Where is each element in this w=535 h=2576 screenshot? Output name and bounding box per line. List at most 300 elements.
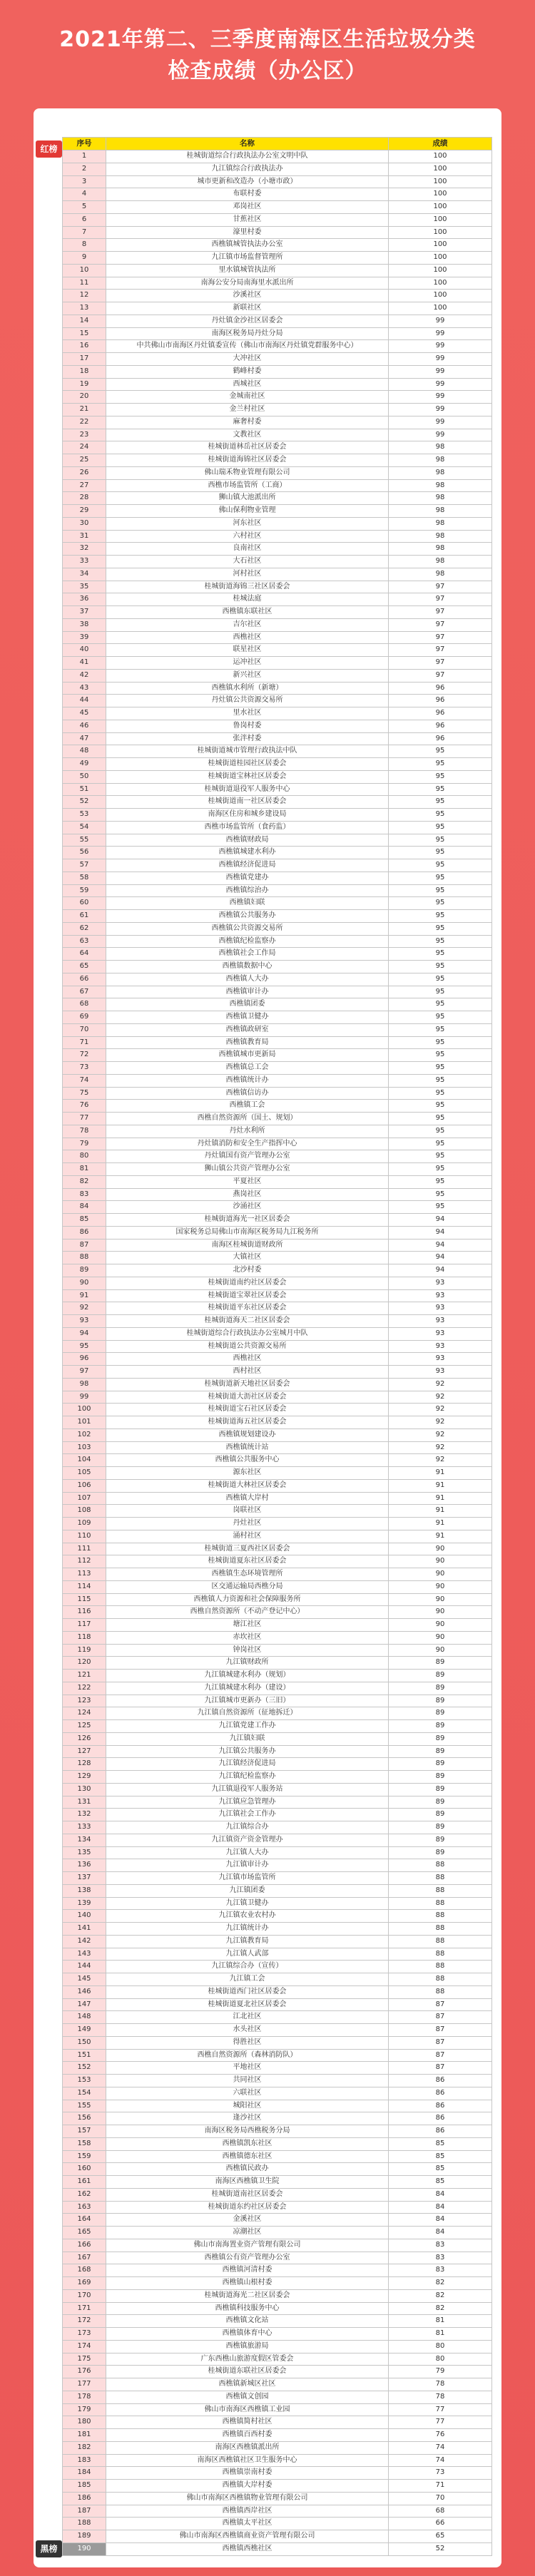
row-score: 90 <box>389 1568 492 1581</box>
table-row <box>63 454 492 467</box>
row-score: 74 <box>389 2455 492 2468</box>
row-number: 37 <box>63 606 106 619</box>
table-row <box>63 467 492 480</box>
row-name: 西樵镇工会 <box>106 1100 389 1113</box>
table-row <box>63 1138 492 1151</box>
row-score: 95 <box>389 1062 492 1075</box>
row-number: 41 <box>63 657 106 670</box>
row-score: 88 <box>389 1885 492 1898</box>
table-row <box>63 923 492 936</box>
table-row <box>63 771 492 784</box>
table-row <box>63 2353 492 2366</box>
row-number: 166 <box>63 2239 106 2252</box>
row-number: 126 <box>63 1733 106 1746</box>
row-name: 桂城街道西门社区居委会 <box>106 1986 389 1999</box>
row-score: 88 <box>389 1859 492 1872</box>
table-header <box>63 138 492 150</box>
row-score: 73 <box>389 2467 492 2480</box>
row-number: 144 <box>63 1961 106 1973</box>
row-number: 83 <box>63 1189 106 1202</box>
row-number: 40 <box>63 644 106 657</box>
row-name: 九江镇卫健办 <box>106 1898 389 1911</box>
row-score: 100 <box>389 252 492 265</box>
row-number: 4 <box>63 188 106 201</box>
row-number: 172 <box>63 2315 106 2328</box>
red-list-tag: 红榜 <box>36 140 62 158</box>
row-score: 80 <box>389 2341 492 2353</box>
table-row <box>63 1125 492 1138</box>
table-row <box>63 2189 492 2202</box>
row-score: 89 <box>389 1695 492 1708</box>
row-name: 钟岗社区 <box>106 1645 389 1657</box>
row-name: 中共佛山市南海区丹灶镇委宣传（佛山市南海区丹灶镇党群服务中心） <box>106 340 389 353</box>
row-number: 148 <box>63 2011 106 2024</box>
row-score: 91 <box>389 1518 492 1530</box>
table-row <box>63 2404 492 2417</box>
table-row <box>63 644 492 657</box>
row-number: 114 <box>63 1581 106 1594</box>
row-score: 93 <box>389 1277 492 1290</box>
row-score: 95 <box>389 1138 492 1151</box>
table-row <box>63 2378 492 2391</box>
row-score: 95 <box>389 1011 492 1024</box>
row-name: 丹灶镇公共资源交易所 <box>106 695 389 707</box>
row-number: 24 <box>63 441 106 454</box>
table-row <box>63 1707 492 1720</box>
row-number: 58 <box>63 872 106 885</box>
row-score: 90 <box>389 1543 492 1556</box>
row-name: 燕岗社区 <box>106 1189 389 1202</box>
table-row <box>63 1037 492 1050</box>
table-row <box>63 1821 492 1834</box>
row-name: 佛山市南海置业资产管理有限公司 <box>106 2239 389 2252</box>
row-name: 桂城街道林岳社区居委会 <box>106 441 389 454</box>
row-number: 8 <box>63 239 106 252</box>
row-number: 94 <box>63 1328 106 1341</box>
table-row <box>63 2341 492 2353</box>
row-name: 源东社区 <box>106 1467 389 1480</box>
row-number: 181 <box>63 2429 106 2442</box>
row-number: 108 <box>63 1505 106 1518</box>
row-number: 75 <box>63 1088 106 1100</box>
table-row <box>63 872 492 885</box>
row-name: 区交通运输局西樵分局 <box>106 1581 389 1594</box>
table-row <box>63 188 492 201</box>
row-number: 16 <box>63 340 106 353</box>
row-number: 39 <box>63 632 106 645</box>
row-name: 逢沙社区 <box>106 2112 389 2125</box>
row-score: 92 <box>389 1454 492 1467</box>
row-score: 100 <box>389 265 492 277</box>
table-row <box>63 1341 492 1354</box>
row-score: 92 <box>389 1416 492 1429</box>
row-score: 74 <box>389 2442 492 2455</box>
row-score: 88 <box>389 1973 492 1986</box>
row-name: 西樵镇河清村委 <box>106 2264 389 2277</box>
row-score: 99 <box>389 391 492 404</box>
table-row <box>63 2518 492 2530</box>
row-number: 135 <box>63 1847 106 1860</box>
row-name: 西樵镇财政局 <box>106 834 389 847</box>
row-number: 112 <box>63 1555 106 1568</box>
row-number: 57 <box>63 859 106 872</box>
score-table <box>62 137 492 2556</box>
row-name: 桂城法庭 <box>106 593 389 606</box>
row-number: 154 <box>63 2087 106 2100</box>
row-number: 184 <box>63 2467 106 2480</box>
row-number: 88 <box>63 1252 106 1264</box>
row-name: 邓岗社区 <box>106 201 389 214</box>
row-number: 186 <box>63 2493 106 2505</box>
table-row <box>63 1075 492 1088</box>
row-score: 88 <box>389 1961 492 1973</box>
row-name: 桂城街道海五社区居委会 <box>106 1416 389 1429</box>
table-row <box>63 2416 492 2429</box>
row-score: 87 <box>389 2050 492 2063</box>
row-score: 95 <box>389 1049 492 1062</box>
row-name: 西樵镇大岸村 <box>106 1493 389 1506</box>
row-score: 90 <box>389 1645 492 1657</box>
table-row <box>63 1290 492 1303</box>
row-score: 98 <box>389 505 492 518</box>
row-name: 西樵镇山根村委 <box>106 2277 389 2290</box>
row-name: 丹灶镇金沙社区居委会 <box>106 315 389 328</box>
row-score: 95 <box>389 784 492 797</box>
row-score: 95 <box>389 961 492 973</box>
row-number: 32 <box>63 543 106 556</box>
table-row <box>63 1568 492 1581</box>
row-score: 94 <box>389 1240 492 1252</box>
table-row <box>63 492 492 505</box>
table-row <box>63 670 492 683</box>
row-score: 97 <box>389 657 492 670</box>
row-score: 90 <box>389 1606 492 1619</box>
row-score: 95 <box>389 986 492 999</box>
row-number: 44 <box>63 695 106 707</box>
row-number: 103 <box>63 1442 106 1455</box>
row-number: 106 <box>63 1480 106 1493</box>
row-number: 138 <box>63 1885 106 1898</box>
row-number: 180 <box>63 2416 106 2429</box>
row-name: 九江镇人武部 <box>106 1948 389 1961</box>
row-name: 丹灶镇消防和安全生产指挥中心 <box>106 1138 389 1151</box>
row-number: 9 <box>63 252 106 265</box>
row-name: 西樵镇数据中心 <box>106 961 389 973</box>
row-name: 平夏社区 <box>106 1176 389 1189</box>
row-name: 九江镇纪检监察办 <box>106 1771 389 1784</box>
table-row <box>63 277 492 290</box>
row-number: 42 <box>63 670 106 683</box>
table-row <box>63 404 492 416</box>
row-score: 77 <box>389 2416 492 2429</box>
row-score: 95 <box>389 1088 492 1100</box>
row-score: 84 <box>389 2214 492 2227</box>
table-row <box>63 2530 492 2543</box>
table-row <box>63 1302 492 1315</box>
table-row <box>63 1758 492 1771</box>
table-row <box>63 416 492 429</box>
row-score: 95 <box>389 822 492 834</box>
row-number: 22 <box>63 416 106 429</box>
row-name: 西樵镇人大办 <box>106 973 389 986</box>
row-number: 53 <box>63 809 106 822</box>
row-number: 95 <box>63 1341 106 1354</box>
row-number: 77 <box>63 1113 106 1125</box>
row-number: 165 <box>63 2227 106 2239</box>
row-score: 87 <box>389 2037 492 2050</box>
table-row <box>63 1429 492 1442</box>
row-score: 87 <box>389 2062 492 2075</box>
row-score: 95 <box>389 847 492 859</box>
table-row <box>63 2075 492 2087</box>
row-number: 179 <box>63 2404 106 2417</box>
row-score: 95 <box>389 948 492 961</box>
row-score: 99 <box>389 328 492 341</box>
row-number: 56 <box>63 847 106 859</box>
table-row <box>63 1505 492 1518</box>
row-number: 157 <box>63 2125 106 2138</box>
row-score: 88 <box>389 1910 492 1923</box>
row-number: 43 <box>63 683 106 695</box>
row-score: 95 <box>389 1100 492 1113</box>
row-name: 九江镇城建水利办（建设） <box>106 1682 389 1695</box>
table-row <box>63 328 492 341</box>
row-number: 183 <box>63 2455 106 2468</box>
table-row <box>63 2138 492 2151</box>
row-number: 69 <box>63 1011 106 1024</box>
row-name: 金兰村社区 <box>106 404 389 416</box>
row-score: 81 <box>389 2328 492 2341</box>
table-row <box>63 1606 492 1619</box>
row-name: 西樵镇教育局 <box>106 1037 389 1050</box>
row-score: 89 <box>389 1784 492 1796</box>
row-score: 95 <box>389 771 492 784</box>
row-score: 97 <box>389 619 492 632</box>
row-name: 桂城街道公共资源交易所 <box>106 1341 389 1354</box>
row-score: 100 <box>389 290 492 302</box>
row-name: 桂城街道海天二社区居委会 <box>106 1315 389 1328</box>
row-name: 桂城街道平东社区居委会 <box>106 1302 389 1315</box>
table-row <box>63 1645 492 1657</box>
row-name: 西樵镇城建水利办 <box>106 847 389 859</box>
table-row <box>63 1784 492 1796</box>
row-score: 95 <box>389 1150 492 1163</box>
table-row <box>63 1404 492 1416</box>
row-number: 1 <box>63 150 106 163</box>
row-score: 91 <box>389 1467 492 1480</box>
row-score: 98 <box>389 568 492 581</box>
table-row <box>63 859 492 872</box>
row-number: 105 <box>63 1467 106 1480</box>
row-number: 132 <box>63 1809 106 1821</box>
table-row <box>63 809 492 822</box>
row-number: 189 <box>63 2530 106 2543</box>
row-number: 61 <box>63 910 106 923</box>
row-score: 82 <box>389 2303 492 2316</box>
row-score: 78 <box>389 2391 492 2404</box>
row-number: 31 <box>63 531 106 543</box>
row-name: 九江镇城建水利办（规划） <box>106 1670 389 1682</box>
row-number: 187 <box>63 2505 106 2518</box>
row-number: 121 <box>63 1670 106 1682</box>
table-row <box>63 568 492 581</box>
table-row <box>63 606 492 619</box>
row-number: 134 <box>63 1834 106 1847</box>
row-number: 174 <box>63 2341 106 2353</box>
row-score: 89 <box>389 1821 492 1834</box>
row-number: 129 <box>63 1771 106 1784</box>
row-number: 145 <box>63 1973 106 1986</box>
row-score: 95 <box>389 1037 492 1050</box>
row-name: 西樵镇百西村委 <box>106 2429 389 2442</box>
row-name: 江北社区 <box>106 2011 389 2024</box>
row-score: 89 <box>389 1670 492 1682</box>
table-row <box>63 745 492 758</box>
row-score: 100 <box>389 239 492 252</box>
row-name: 良南社区 <box>106 543 389 556</box>
table-row <box>63 695 492 707</box>
row-number: 84 <box>63 1201 106 1214</box>
row-number: 26 <box>63 467 106 480</box>
row-name: 西樵镇统计站 <box>106 1442 389 1455</box>
header-no: 序号 <box>63 138 106 150</box>
row-score: 95 <box>389 1075 492 1088</box>
row-number: 85 <box>63 1214 106 1227</box>
row-number: 171 <box>63 2303 106 2316</box>
row-name: 六村社区 <box>106 531 389 543</box>
table-row <box>63 239 492 252</box>
table-row <box>63 340 492 353</box>
row-score: 95 <box>389 885 492 898</box>
row-name: 西樵镇凯东社区 <box>106 2138 389 2151</box>
row-number: 118 <box>63 1632 106 1645</box>
table-row <box>63 1809 492 1821</box>
row-name: 桂城街道海光二社区居委会 <box>106 2290 389 2303</box>
table-row <box>63 1176 492 1189</box>
row-score: 100 <box>389 302 492 315</box>
row-name: 南海区桂城街道财政所 <box>106 1240 389 1252</box>
row-score: 93 <box>389 1353 492 1366</box>
row-score: 86 <box>389 2075 492 2087</box>
table-row <box>63 2163 492 2176</box>
row-score: 98 <box>389 543 492 556</box>
row-name: 九江镇综合办 <box>106 1821 389 1834</box>
table-row <box>63 2100 492 2113</box>
row-name: 狮山镇大池派出所 <box>106 492 389 505</box>
row-score: 100 <box>389 176 492 189</box>
row-number: 64 <box>63 948 106 961</box>
row-score: 52 <box>389 2543 492 2556</box>
row-name: 桂城街道综合行政执法办公室城月中队 <box>106 1328 389 1341</box>
row-name: 九江镇农业农村办 <box>106 1910 389 1923</box>
row-score: 95 <box>389 859 492 872</box>
row-score: 70 <box>389 2493 492 2505</box>
row-score: 96 <box>389 695 492 707</box>
row-score: 84 <box>389 2227 492 2239</box>
row-score: 95 <box>389 897 492 910</box>
row-number: 55 <box>63 834 106 847</box>
row-score: 90 <box>389 1581 492 1594</box>
table-row <box>63 581 492 594</box>
table-row <box>63 201 492 214</box>
table-row <box>63 2024 492 2037</box>
row-score: 92 <box>389 1391 492 1404</box>
table-row <box>63 505 492 518</box>
row-name: 西樵镇文化站 <box>106 2315 389 2328</box>
table-row <box>63 1885 492 1898</box>
table-row <box>63 214 492 227</box>
row-name: 吉尔社区 <box>106 619 389 632</box>
row-name: 塘江社区 <box>106 1619 389 1632</box>
row-name: 沙涌社区 <box>106 1201 389 1214</box>
row-name: 九江镇市场监督管理所 <box>106 252 389 265</box>
table-row <box>63 1328 492 1341</box>
row-score: 89 <box>389 1771 492 1784</box>
row-name: 桂城街道南社区居委会 <box>106 2189 389 2202</box>
row-name: 新兴社区 <box>106 670 389 683</box>
row-name: 城阳社区 <box>106 2100 389 2113</box>
row-number: 188 <box>63 2518 106 2530</box>
table-row <box>63 2112 492 2125</box>
title-line-1: 2021年第二、三季度南海区生活垃圾分类 <box>59 27 476 52</box>
table-row <box>63 1594 492 1607</box>
row-name: 桂城街道大林社区居委会 <box>106 1480 389 1493</box>
row-name: 桂城街道夏北社区居委会 <box>106 1999 389 2012</box>
table-row <box>63 758 492 771</box>
row-name: 佛山瑞禾物业管理有限公司 <box>106 467 389 480</box>
row-score: 92 <box>389 1442 492 1455</box>
row-score: 98 <box>389 454 492 467</box>
row-score: 93 <box>389 1290 492 1303</box>
row-name: 桂城街道大沥社区居委会 <box>106 1391 389 1404</box>
row-score: 76 <box>389 2429 492 2442</box>
row-number: 116 <box>63 1606 106 1619</box>
row-name: 桂城街道三夏西社区居委会 <box>106 1543 389 1556</box>
row-name: 西樵镇综治办 <box>106 885 389 898</box>
row-score: 99 <box>389 315 492 328</box>
row-number: 5 <box>63 201 106 214</box>
row-score: 84 <box>389 2189 492 2202</box>
table-row <box>63 1910 492 1923</box>
row-number: 185 <box>63 2480 106 2493</box>
row-name: 国家税务总局佛山市南海区税务局九江税务所 <box>106 1227 389 1240</box>
row-score: 86 <box>389 2125 492 2138</box>
row-name: 西樵镇西樵社区 <box>106 2543 389 2556</box>
black-list-tag: 黑榜 <box>36 2540 62 2557</box>
row-number: 3 <box>63 176 106 189</box>
row-number: 137 <box>63 1872 106 1885</box>
table-row <box>63 733 492 746</box>
row-number: 113 <box>63 1568 106 1581</box>
row-score: 89 <box>389 1809 492 1821</box>
row-score: 89 <box>389 1707 492 1720</box>
row-number: 120 <box>63 1657 106 1670</box>
row-score: 86 <box>389 2112 492 2125</box>
table-row <box>63 1416 492 1429</box>
row-name: 桂城街道夏东社区居委会 <box>106 1555 389 1568</box>
row-number: 34 <box>63 568 106 581</box>
row-score: 68 <box>389 2505 492 2518</box>
row-number: 173 <box>63 2328 106 2341</box>
table-row <box>63 1088 492 1100</box>
row-number: 149 <box>63 2024 106 2037</box>
row-number: 73 <box>63 1062 106 1075</box>
table-row <box>63 480 492 493</box>
row-number: 74 <box>63 1075 106 1088</box>
row-name: 九江镇审计办 <box>106 1859 389 1872</box>
row-score: 92 <box>389 1379 492 1391</box>
row-score: 89 <box>389 1796 492 1809</box>
